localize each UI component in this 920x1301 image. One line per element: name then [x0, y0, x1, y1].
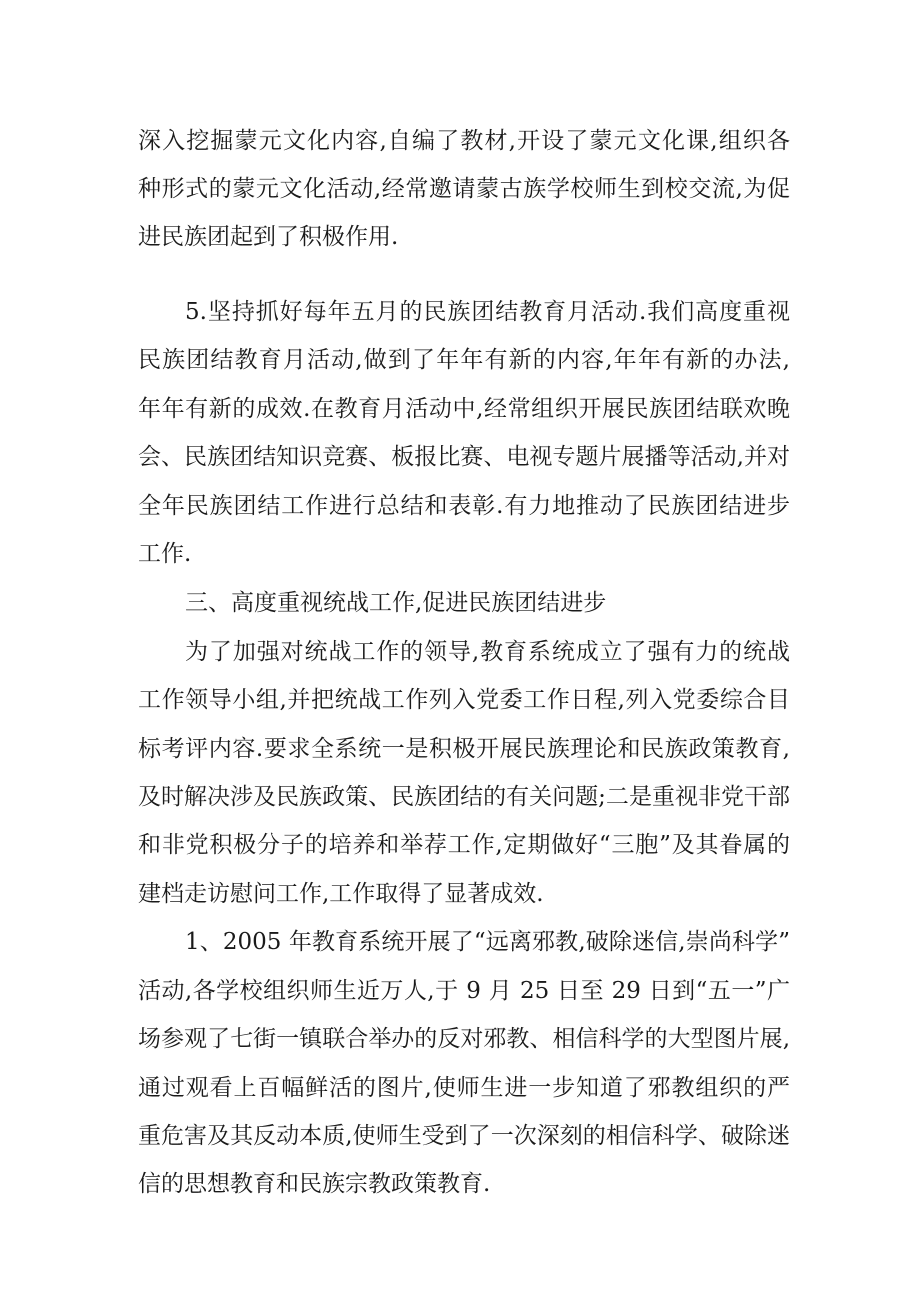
- text-line: 重危害及其反动本质,使师生受到了一次深刻的相信科学、破除迷: [138, 1123, 790, 1149]
- text-line: 和非党积极分子的培养和举荐工作,定期做好“三胞”及其眷属的: [138, 832, 790, 858]
- section-heading: 三、高度重视统战工作,促进民族团结进步: [185, 590, 607, 616]
- text-line: 建档走访慰问工作,工作取得了显著成效.: [138, 881, 544, 907]
- text-line: 5.坚持抓好每年五月的民族团结教育月活动.我们高度重视: [185, 299, 790, 325]
- text-line: 深入挖掘蒙元文化内容,自编了教材,开设了蒙元文化课,组织各: [138, 128, 790, 154]
- text-line: 会、民族团结知识竞赛、板报比赛、电视专题片展播等活动,并对: [138, 444, 790, 470]
- text-line: 为了加强对统战工作的领导,教育系统成立了强有力的统战: [185, 639, 790, 665]
- text-line: 民族团结教育月活动,做到了年年有新的内容,年年有新的办法,: [138, 347, 790, 373]
- text-line: 1、2005 年教育系统开展了“远离邪教,破除迷信,崇尚科学”: [185, 929, 790, 955]
- text-line: 通过观看上百幅鲜活的图片,使师生进一步知道了邪教组织的严: [138, 1075, 790, 1101]
- text-line: 进民族团起到了积极作用.: [138, 224, 399, 250]
- text-line: 及时解决涉及民族政策、民族团结的有关问题;二是重视非党干部: [138, 784, 790, 810]
- text-line: 工作.: [138, 541, 192, 567]
- text-line: 信的思想教育和民族宗教政策教育.: [138, 1171, 491, 1197]
- text-line: 标考评内容.要求全系统一是积极开展民族理论和民族政策教育,: [138, 736, 790, 762]
- text-line: 工作领导小组,并把统战工作列入党委工作日程,列入党委综合目: [138, 687, 790, 713]
- text-line: 场参观了七街一镇联合举办的反对邪教、相信科学的大型图片展,: [138, 1026, 790, 1052]
- text-line: 活动,各学校组织师生近万人,于 9 月 25 日至 29 日到“五一”广: [138, 978, 790, 1004]
- text-line: 种形式的蒙元文化活动,经常邀请蒙古族学校师生到校交流,为促: [138, 176, 790, 202]
- text-line: 全年民族团结工作进行总结和表彰.有力地推动了民族团结进步: [138, 493, 790, 519]
- text-line: 年年有新的成效.在教育月活动中,经常组织开展民族团结联欢晚: [138, 396, 790, 422]
